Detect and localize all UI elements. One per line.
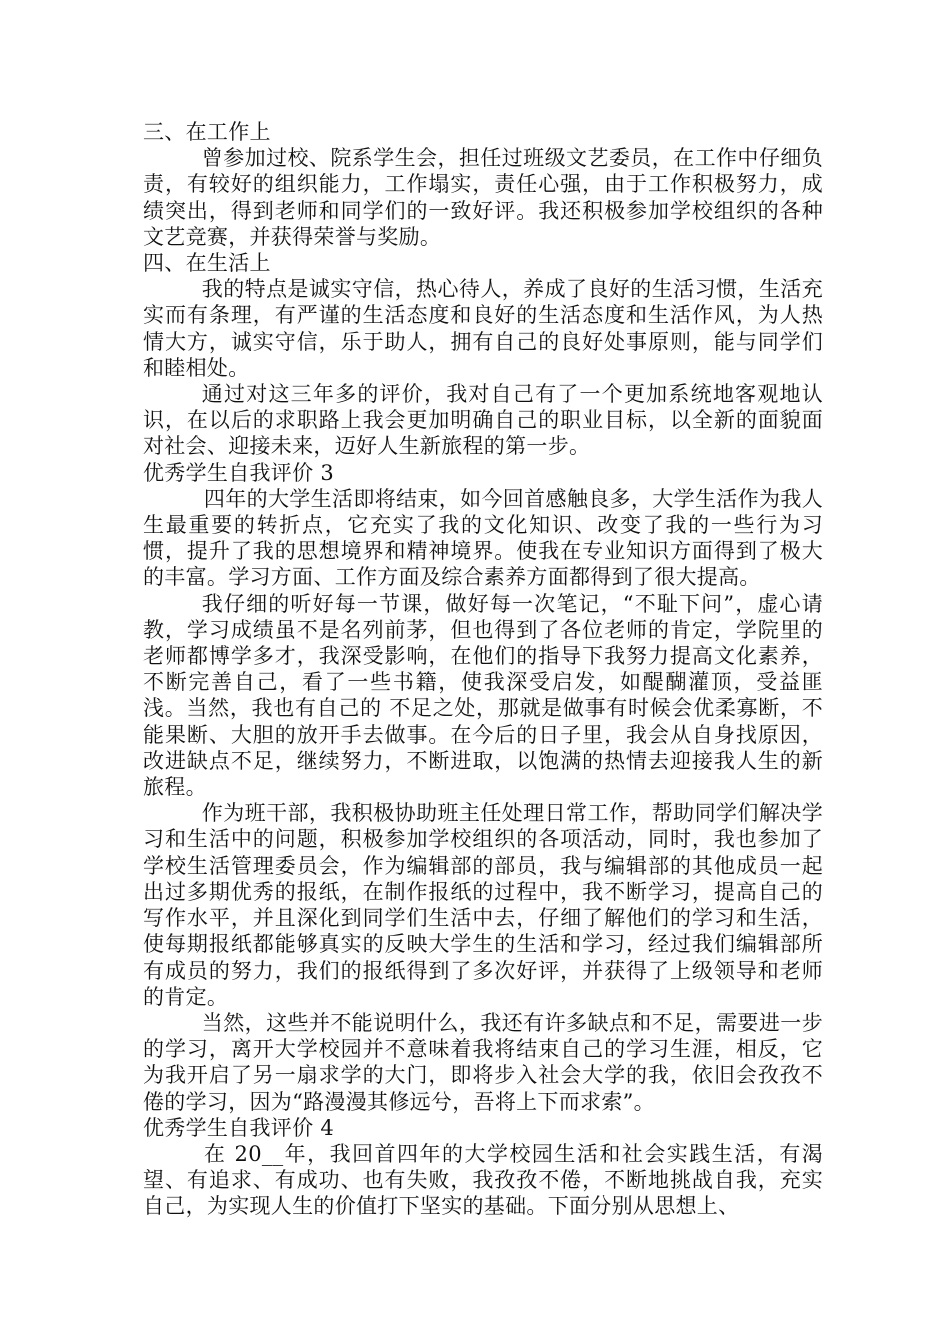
paragraph-life: 我的特点是诚实守信，热心待人，养成了良好的生活习惯，生活充实而有条理，有严谨的生活态度和良好的生活态度和生活作风，为人热情大方，诚实守信，乐于助人，拥有自己的良好处事原则，能与同学们和睦相处。 bbox=[143, 277, 823, 380]
paragraph-essay3-cadre: 作为班干部，我积极协助班主任处理日常工作，帮助同学们解决学习和生活中的问题，积极参加学校组织的各项活动，同时，我也参加了学校生活管理委员会，作为编辑部的部员，我与编辑部的其他成员一起出过多期优秀的报纸，在制作报纸的过程中，我不断学习，提高自己的写作水平，并且深化到同学们生活中去，仔细了解他们的学习和生活，使每期报纸都能够真实的反映大学生的生活和学习，经过我们编辑部所有成员的努力，我们的报纸得到了多次好评，并获得了上级领导和老师的肯定。 bbox=[143, 801, 823, 1009]
section-heading-life: 四、在生活上 bbox=[143, 251, 271, 276]
essay-title-3: 优秀学生自我评价 3 bbox=[143, 460, 335, 485]
essay-title-4: 优秀学生自我评价 4 bbox=[143, 1115, 335, 1140]
document-body bbox=[143, 119, 823, 1220]
section-heading-work: 三、在工作上 bbox=[143, 120, 271, 144]
paragraph-essay3-closing: 当然，这些并不能说明什么，我还有许多缺点和不足，需要进一步的学习，离开大学校园并不意味着我将结束自己的学习生涯，相反，它为我开启了另一扇求学的大门，即将步入社会大学的我，依旧会孜孜不倦的学习，因为“路漫漫其修远兮，吾将上下而求索”。 bbox=[143, 1010, 823, 1114]
paragraph-essay3-study: 我仔细的听好每一节课，做好每一次笔记，“不耻下问”，虚心请教，学习成绩虽不是名列前茅，但也得到了各位老师的肯定，学院里的老师都博学多才，我深受影响，在他们的指导下我努力提高文化素养，不断完善自己，看了一些书籍，使我深受启发，如醍醐灌顶，受益匪浅。当然，我也有自己的 不足之处，那就是做事有时候会优柔寡断，不能果断、大胆的放开手去做事。在今后的日子里，我会从自身找原因，改进缺点不足，继续努力，不断进取，以饱满的热情去迎接我人生的新旅程。 bbox=[143, 591, 823, 800]
paragraph-summary: 通过对这三年多的评价，我对自己有了一个更加系统地客观地认识，在以后的求职路上我会更加明确自己的职业目标，以全新的面貌面对社会、迎接未来，迈好人生新旅程的第一步。 bbox=[143, 382, 823, 459]
paragraph-essay3-intro: 四年的大学生活即将结束，如今回首感触良多，大学生活作为我人生最重要的转折点，它充实了我的文化知识、改变了我的一些行为习惯，提升了我的思想境界和精神境界。使我在专业知识方面得到了极大的丰富。学习方面、工作方面及综合素养方面都得到了很大提高。 bbox=[143, 486, 823, 590]
paragraph-work: 曾参加过校、院系学生会，担任过班级文艺委员，在工作中仔细负责，有较好的组织能力，工作塌实，责任心强，由于工作积极努力，成绩突出，得到老师和同学们的一致好评。我还积极参加学校组织的各种文艺竞赛，并获得荣誉与奖励。 bbox=[143, 146, 823, 249]
paragraph-essay4-intro: 在 20__年，我回首四年的大学校园生活和社会实践生活，有渴望、有追求、有成功、也有失败，我孜孜不倦，不断地挑战自我，充实自己，为实现人生的价值打下坚实的基础。下面分别从思想上、 bbox=[143, 1141, 823, 1219]
